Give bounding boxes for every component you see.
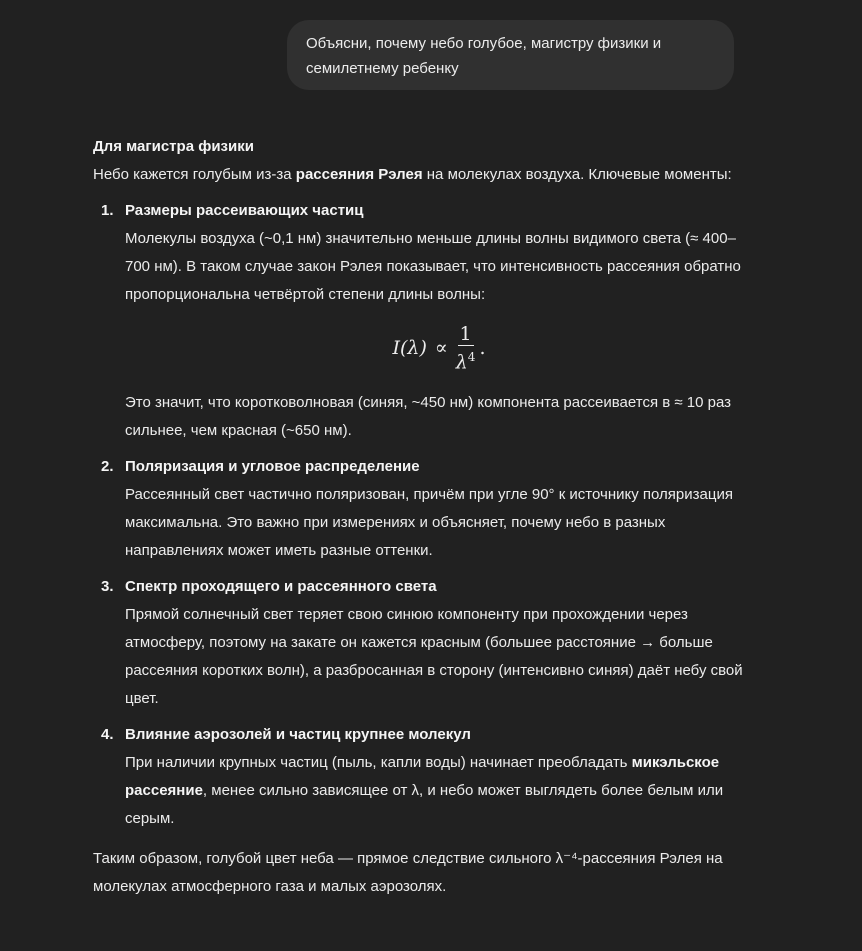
- formula-denominator-base: λ: [455, 351, 468, 374]
- list-item: [93, 197, 753, 445]
- user-message-text: Объясни, почему небо голубое, магистру физики и семилетнему ребенку: [306, 35, 662, 77]
- list-item-number: 4.: [101, 726, 114, 743]
- formula-fraction: [454, 323, 478, 373]
- list-item-text-post: , менее сильно зависящее от λ, и небо может выглядеть более белым или серым.: [125, 782, 724, 827]
- list-item-title: Поляризация и угловое распределение: [125, 458, 420, 475]
- key-points-list: [93, 197, 753, 833]
- list-item-text-after: Это значит, что коротковолновая (синяя, ~450 нм) компонента рассеивается в ≈ 10 раз сильнее, чем красная (~650 нм).: [125, 394, 732, 439]
- list-item-title: Размеры рассеивающих частиц: [125, 202, 364, 219]
- list-item-number: 3.: [101, 578, 114, 595]
- intro-text-post: на молекулах воздуха. Ключевые моменты:: [422, 166, 732, 183]
- list-item-text: Рассеянный свет частично поляризован, причём при угле 90° к источнику поляризация максимальна. Это важно при измерениях и объясняет, почему небо в разных направлениях может иметь разные оттенки.: [125, 486, 733, 559]
- formula-denominator: [454, 346, 478, 373]
- formula-tail: .: [479, 337, 486, 359]
- list-item: [93, 573, 753, 713]
- intro-text-pre: Небо кажется голубым из-за: [93, 166, 296, 183]
- intro-text-bold: рассеяния Рэлея: [295, 166, 423, 183]
- formula-operator: ∝: [434, 337, 448, 359]
- formula-lhs: I(λ): [392, 337, 427, 359]
- list-item-text-bold: микэльское рассеяние: [125, 754, 720, 799]
- list-item-text: [125, 749, 753, 833]
- list-item-text: Прямой солнечный свет теряет свою синюю компоненту при прохождении через атмосферу, поэтому на закате он кажется красным (большее расстояние → больше рассеяния коротких волн), а разбросанная в сторону (интенсивно синяя) даёт небу свой цвет.: [125, 606, 743, 707]
- intro-paragraph: [93, 161, 753, 189]
- assistant-response: [93, 133, 753, 901]
- rayleigh-formula: [125, 313, 753, 383]
- list-item-number: 2.: [101, 458, 114, 475]
- list-item-title: Влияние аэрозолей и частиц крупнее молекул: [125, 726, 471, 743]
- list-item: [93, 453, 753, 565]
- closing-paragraph: Таким образом, голубой цвет неба — прямое следствие сильного λ⁻⁴-рассеяния Рэлея на молекулах атмосферного газа и малых аэрозолях.: [93, 850, 723, 895]
- section-heading: Для магистра физики: [93, 138, 254, 155]
- user-message-bubble: [287, 20, 734, 90]
- list-item-title: Спектр проходящего и рассеянного света: [125, 578, 437, 595]
- formula-numerator: 1: [459, 322, 472, 345]
- formula-exponent: 4: [467, 349, 476, 364]
- list-item-text: Молекулы воздуха (~0,1 нм) значительно меньше длины волны видимого света (≈ 400–700 нм). В таком случае закон Рэлея показывает, что интенсивность рассеяния обратно пропорциональна четвёртой степени длины волны:: [125, 230, 741, 303]
- list-item-number: 1.: [101, 202, 114, 219]
- list-item-text-pre: При наличии крупных частиц (пыль, капли воды) начинает преобладать: [125, 754, 632, 771]
- list-item: [93, 721, 753, 833]
